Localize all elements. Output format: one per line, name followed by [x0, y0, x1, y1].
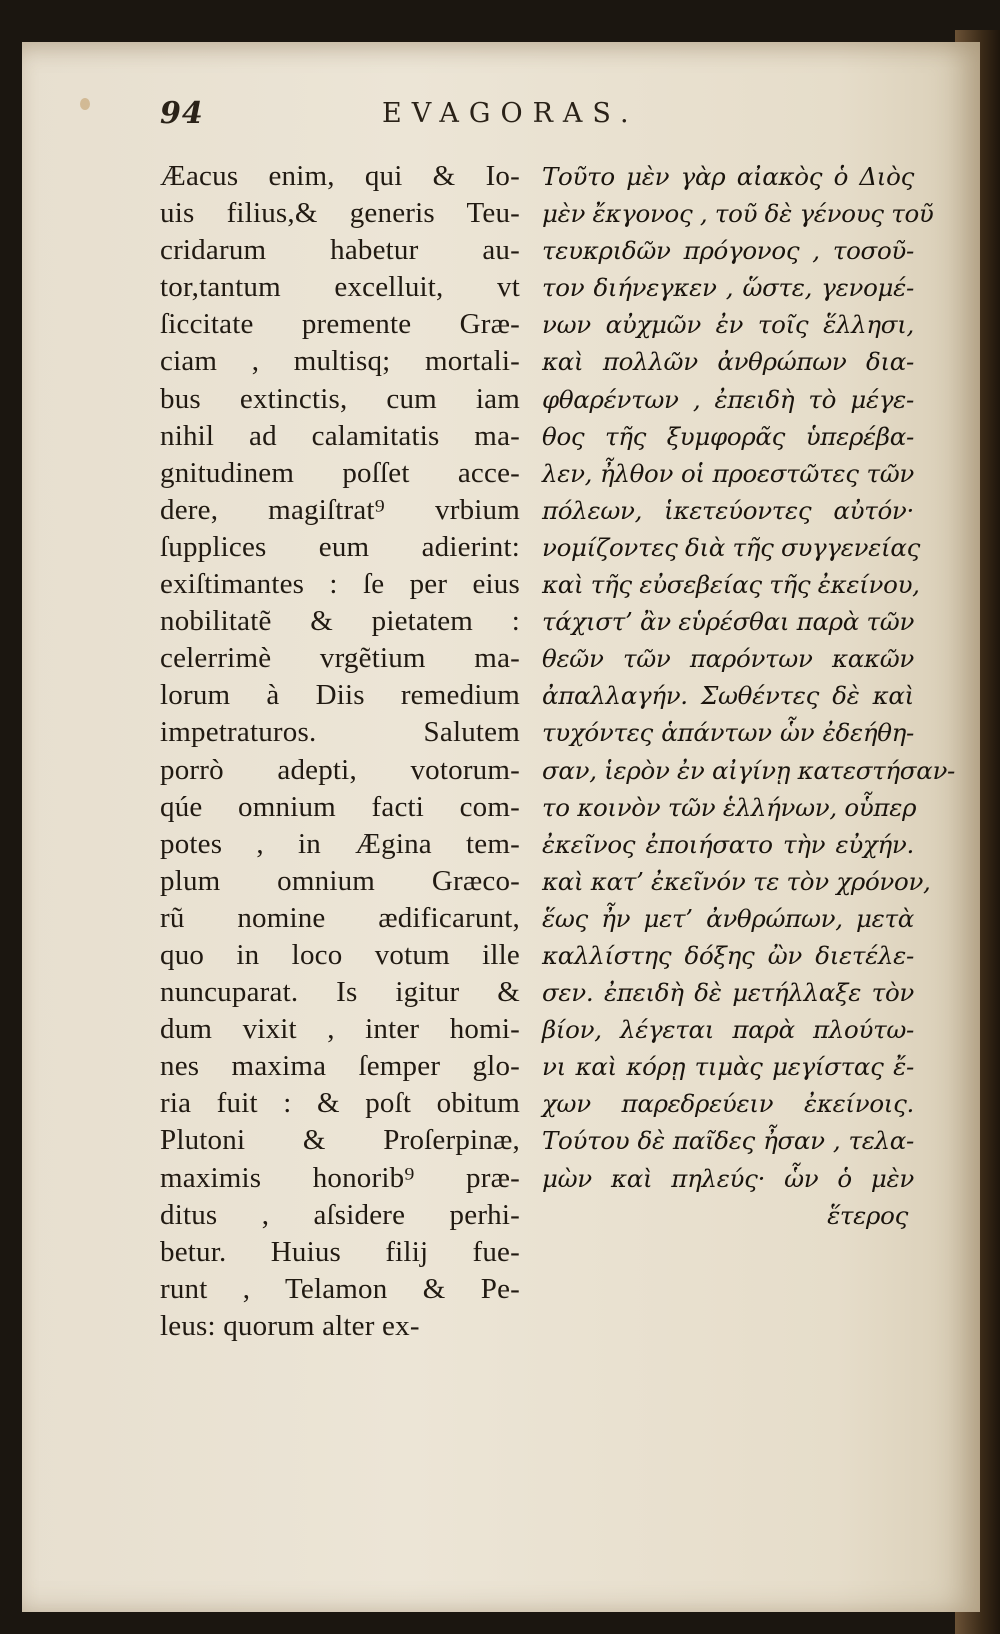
greek-text-line: καὶ τῆς εὐσεβείας τῆς ἐκείνου,	[542, 570, 920, 600]
latin-text-line: nes maxima ſemper glo-	[160, 1050, 520, 1083]
latin-text-line: impetraturos. Salutem	[160, 716, 520, 749]
greek-text-line: τάχιστ’ ἂν εὑρέσθαι παρὰ τῶν	[542, 607, 915, 637]
latin-text-line: rũ nomine ædificarunt,	[160, 901, 520, 934]
greek-text-line: τον διήνεγκεν , ὥστε, γενομέ-	[542, 273, 914, 303]
greek-text-line: φθαρέντων , ἐπειδὴ τὸ μέγε-	[542, 384, 914, 414]
latin-text-line: ditus , aſsidere perhi-	[160, 1198, 520, 1231]
greek-text-line: νομίζοντες διὰ τῆς συγγενείας	[542, 532, 921, 562]
latin-text-line: nuncuparat. Is igitur &	[160, 976, 520, 1009]
latin-text-line: exiſtimantes : ſe per eius	[160, 568, 520, 601]
latin-column	[160, 158, 520, 1345]
running-title: EVAGORAS.	[382, 98, 639, 129]
latin-text-line: ſupplices eum adierint:	[160, 530, 520, 563]
greek-text-line: σεν. ἐπειδὴ δὲ μετήλλαξε τὸν	[542, 978, 914, 1008]
greek-text-line: θος τῆς ξυμφορᾶς ὑπερέβα-	[542, 421, 914, 451]
latin-text-line: Plutoni & Proſerpinæ,	[160, 1124, 520, 1157]
greek-text-line: μὲν ἔκγονος , τοῦ δὲ γένους τοῦ	[542, 199, 934, 229]
greek-text-line: το κοινὸν τῶν ἑλλήνων, οὗπερ	[542, 792, 917, 822]
latin-text-line: uis filius,& generis Teu-	[160, 197, 520, 230]
greek-text-line: ἐκεῖνος ἐποιήσατο τὴν εὐχήν.	[542, 829, 914, 859]
greek-text-line: Τούτου δὲ παῖδες ἦσαν , τελα-	[542, 1126, 914, 1156]
latin-text-line: potes , in Ægina tem-	[160, 827, 520, 860]
latin-text-line: gnitudinem poſſet acce-	[160, 456, 520, 489]
greek-text-line: τυχόντες ἁπάντων ὧν ἐδεήθη-	[542, 718, 914, 748]
latin-text-line: nobilitatẽ & pietatem :	[160, 605, 520, 638]
latin-text-line: cridarum habetur au-	[160, 234, 520, 267]
latin-text-line: betur. Huius filij fue-	[160, 1235, 520, 1268]
greek-text-line: καὶ κατ’ ἐκεῖνόν τε τὸν χρόνον,	[542, 866, 931, 896]
latin-text-line: plum omnium Græco-	[160, 864, 520, 897]
latin-text-line: porrò adepti, votorum-	[160, 753, 520, 786]
latin-text-line: qúe omnium facti com-	[160, 790, 520, 823]
greek-text-line: ἕως ἦν μετ’ ἀνθρώπων, μετὰ	[542, 903, 914, 933]
greek-text-line: ἕτερος	[827, 1200, 908, 1230]
greek-text-line: θεῶν τῶν παρόντων κακῶν	[542, 644, 914, 674]
greek-text-line: μὼν καὶ πηλεύς· ὧν ὁ μὲν	[542, 1163, 914, 1193]
latin-text-line: nihil ad calamitatis ma-	[160, 419, 520, 452]
paper-stain	[80, 98, 90, 110]
latin-text-line: celerrimè vrgẽtium ma-	[160, 642, 520, 675]
greek-text-line: καλλίστης δόξης ὢν διετέλε-	[542, 940, 914, 970]
latin-text-line: runt , Telamon & Pe-	[160, 1272, 520, 1305]
latin-text-line: ciam , multisq; mortali-	[160, 345, 520, 378]
latin-text-line: ria fuit : & poſt obitum	[160, 1087, 520, 1120]
greek-text-line: λεν, ἦλθον οἱ προεστῶτες τῶν	[542, 458, 914, 488]
greek-text-line: πόλεων, ἱκετεύοντες αὐτόν·	[542, 495, 914, 525]
greek-text-line: νων αὐχμῶν ἐν τοῖς ἕλλησι,	[542, 310, 914, 340]
latin-text-line: tor,tantum excelluit, vt	[160, 271, 520, 304]
latin-text-line: dum vixit , inter homi-	[160, 1013, 520, 1046]
greek-text-line: νι καὶ κόρῃ τιμὰς μεγίστας ἔ-	[542, 1052, 914, 1082]
greek-text-line: καὶ πολλῶν ἀνθρώπων δια-	[542, 347, 914, 377]
latin-text-line: quo in loco votum ille	[160, 938, 520, 971]
greek-text-line: ἀπαλλαγήν. Σωθέντες δὲ καὶ	[542, 681, 914, 711]
greek-text-line: σαν, ἱερὸν ἐν αἰγίνῃ κατεστήσαν-	[542, 755, 956, 785]
latin-text-line: Æacus enim, qui & Io-	[160, 160, 520, 192]
latin-text-line: ſiccitate premente Græ-	[160, 308, 520, 341]
latin-text-line: bus extinctis, cum iam	[160, 382, 520, 415]
latin-text-line: dere, magiſtrat⁹ vrbium	[160, 493, 520, 526]
greek-text-line: Τοῦτο μὲν γὰρ αἰακὸς ὁ Διὸς	[542, 162, 914, 191]
page-header	[160, 96, 920, 140]
latin-text-line: maximis honorib⁹ præ-	[160, 1161, 520, 1194]
greek-text-line: βίον, λέγεται παρὰ πλούτω-	[542, 1015, 914, 1045]
latin-text-line: lorum à Diis remedium	[160, 679, 520, 712]
latin-text-line: leus: quorum alter ex-	[160, 1309, 420, 1342]
greek-column	[542, 158, 956, 1234]
greek-text-line: τευκριδῶν πρόγονος , τοσοῦ-	[542, 236, 914, 266]
greek-text-line: χων παρεδρεύειν ἐκείνοις.	[542, 1089, 914, 1119]
page-number: 94	[160, 96, 204, 131]
